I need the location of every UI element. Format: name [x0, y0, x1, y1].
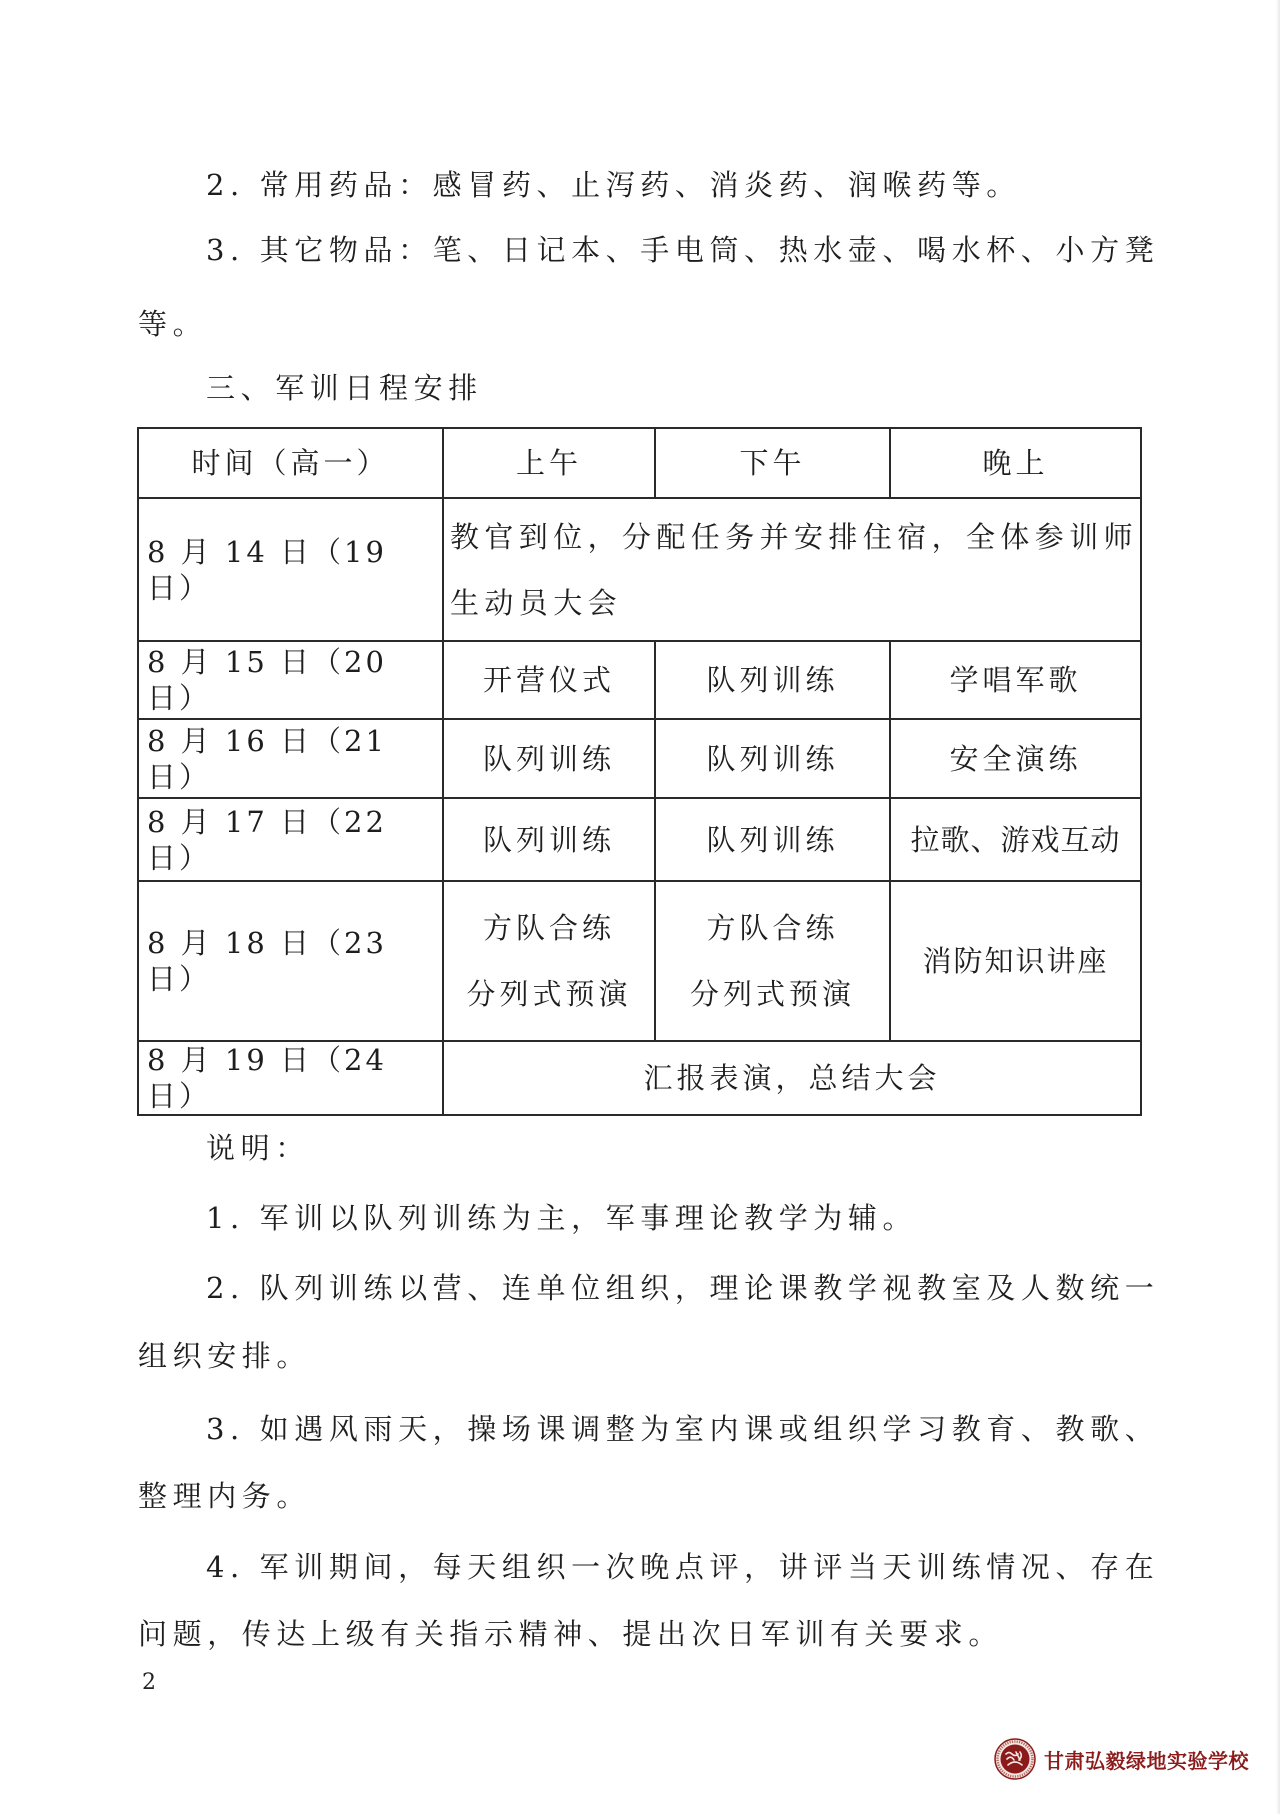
- header-time: 时间（高一）: [138, 428, 443, 498]
- evening-cell: 消防知识讲座: [890, 881, 1141, 1041]
- school-brand: [994, 1737, 1249, 1781]
- section-heading: 三、军训日程安排: [206, 371, 483, 405]
- evening-cell: 拉歌、游戏互动: [890, 798, 1141, 881]
- notes-title: 说明：: [206, 1131, 310, 1165]
- evening-cell: 学唱军歌: [890, 641, 1141, 719]
- note-item-2: 2. 队列训练以营、连单位组织，理论课教学视教室及人数统一: [206, 1271, 1160, 1305]
- evening-cell: 安全演练: [890, 719, 1141, 798]
- note-item-4: 4. 军训期间，每天组织一次晚点评，讲评当天训练情况、存在: [206, 1550, 1160, 1584]
- header-morning: 上午: [443, 428, 655, 498]
- date-cell: 8 月 15 日（20 日）: [138, 641, 443, 719]
- activity-line: 生动员大会: [450, 585, 623, 620]
- table-row: [138, 719, 1141, 798]
- date-cell: 8 月 14 日（19 日）: [138, 498, 443, 641]
- note-item-1: 1. 军训以队列训练为主，军事理论教学为辅。: [206, 1201, 918, 1235]
- note-item-3-continuation: 整理内务。: [138, 1479, 312, 1513]
- date-cell: 8 月 18 日（23 日）: [138, 881, 443, 1041]
- morning-cell: 队列训练: [443, 798, 655, 881]
- item-medicine: 2. 常用药品：感冒药、止泻药、消炎药、润喉药等。: [206, 168, 1021, 202]
- morning-cell: 开营仪式: [443, 641, 655, 719]
- merged-activity-cell: 汇报表演，总结大会: [443, 1041, 1141, 1115]
- activity-line: 方队合练: [706, 911, 839, 945]
- afternoon-cell: 队列训练: [655, 719, 890, 798]
- date-cell: 8 月 17 日（22 日）: [138, 798, 443, 881]
- note-item-4-continuation: 问题，传达上级有关指示精神、提出次日军训有关要求。: [138, 1617, 1004, 1651]
- page-number: 2: [142, 1670, 156, 1695]
- note-item-3: 3. 如遇风雨天，操场课调整为室内课或组织学习教育、教歌、: [206, 1412, 1160, 1446]
- date-cell: 8 月 16 日（21 日）: [138, 719, 443, 798]
- school-name: 甘肃弘毅绿地实验学校: [1044, 1748, 1249, 1773]
- note-item-2-continuation: 组织安排。: [138, 1339, 312, 1373]
- activity-line: 教官到位，分配任务并安排住宿，全体参训师: [450, 519, 1139, 554]
- merged-activity-cell: [443, 498, 1141, 641]
- item-other-supplies-continuation: 等。: [138, 307, 208, 341]
- schedule-table: [137, 427, 1142, 1116]
- table-row: [138, 1041, 1141, 1115]
- school-seal-logo-icon: [994, 1738, 1036, 1780]
- morning-cell: 队列训练: [443, 719, 655, 798]
- table-row: [138, 641, 1141, 719]
- afternoon-cell: [655, 881, 890, 1041]
- header-evening: 晚上: [890, 428, 1141, 498]
- morning-cell: [443, 881, 655, 1041]
- activity-line: 方队合练: [482, 911, 615, 945]
- date-cell: 8 月 19 日（24 日）: [138, 1041, 443, 1115]
- scan-edge-shadow: [1276, 0, 1280, 1814]
- item-other-supplies: 3. 其它物品：笔、日记本、手电筒、热水壶、喝水杯、小方凳: [206, 233, 1160, 267]
- table-row: [138, 881, 1141, 1041]
- activity-line: 分列式预演: [689, 977, 855, 1011]
- table-row: [138, 498, 1141, 641]
- afternoon-cell: 队列训练: [655, 798, 890, 881]
- table-row: [138, 798, 1141, 881]
- table-header-row: [138, 428, 1141, 498]
- activity-line: 分列式预演: [466, 977, 632, 1011]
- header-afternoon: 下午: [655, 428, 890, 498]
- afternoon-cell: 队列训练: [655, 641, 890, 719]
